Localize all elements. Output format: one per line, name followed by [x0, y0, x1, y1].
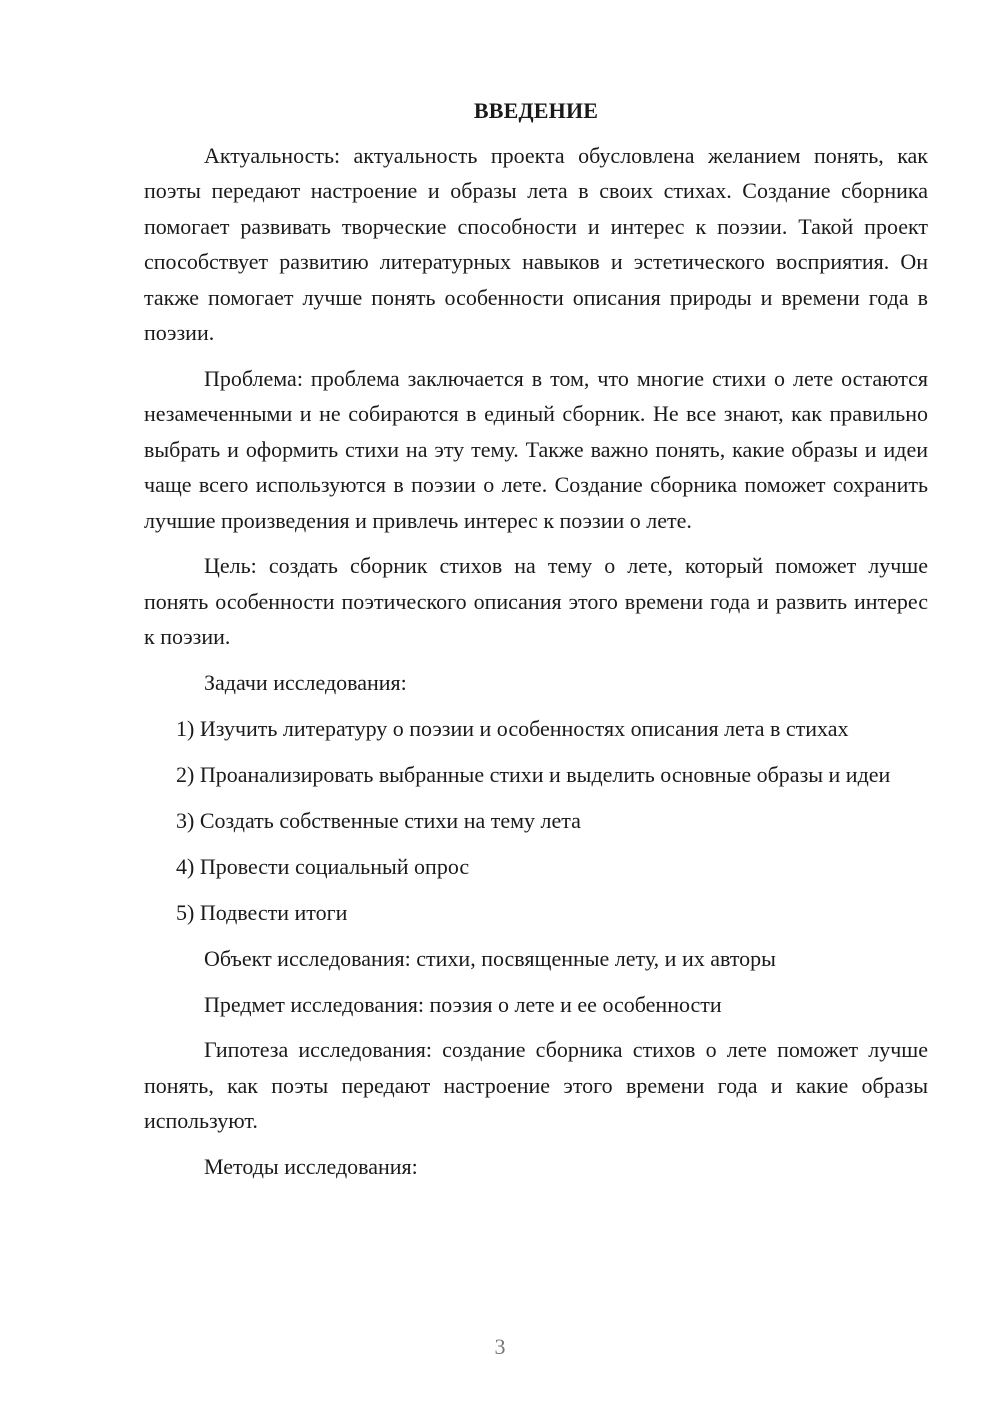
- task-item-5: 5) Подвести итоги: [176, 899, 348, 925]
- task-item-4: 4) Провести социальный опрос: [176, 853, 470, 879]
- task-item-1: 1) Изучить литературу о поэзии и особенностях описания лета в стихах: [176, 716, 849, 742]
- page-number: 3: [494, 1334, 506, 1359]
- paragraph-problem: Проблема: проблема заключается в том, что многие стихи о лете остаются незамеченными и не собираются в единый сборник. Не все знают, как правильно выбрать и оформить стихи на эту тему. Также важно понять, какие образы и идеи чаще всего используются в поэзии о лете. Создание сборника поможет сохранить лучшие произведения и привлечь интерес к поэзии о лете.: [144, 365, 928, 533]
- document-page: [144, 94, 928, 1185]
- task-item-2: 2) Проанализировать выбранные стихи и выделить основные образы и идеи: [176, 762, 891, 787]
- paragraph-relevance: Актуальность: актуальность проекта обусловлена желанием понять, как поэты передают настроение и образы лета в своих стихах. Создание сборника помогает развивать творческие способности и интерес к поэзии. Такой проект способствует развитию литературных навыков и эстетического восприятия. Он также помогает лучше понять особенности описания природы и времени года в поэзии.: [144, 143, 928, 346]
- paragraph-subject: Предмет исследования: поэзия о лете и ее особенности: [204, 991, 722, 1017]
- tasks-heading: Задачи исследования:: [204, 670, 407, 696]
- task-item-3: 3) Создать собственные стихи на тему лета: [176, 807, 581, 833]
- paragraph-methods: Методы исследования:: [204, 1154, 418, 1180]
- section-title: ВВЕДЕНИЕ: [473, 98, 599, 123]
- paragraph-object: Объект исследования: стихи, посвященные лету, и их авторы: [204, 945, 776, 971]
- paragraph-hypothesis: Гипотеза исследования: создание сборника стихов о лете поможет лучше понять, как поэты передают настроение этого времени года и какие образы используют.: [144, 1037, 928, 1134]
- paragraph-goal: Цель: создать сборник стихов на тему о лете, который поможет лучше понять особенности поэтического описания этого времени года и развить интерес к поэзии.: [144, 553, 928, 650]
